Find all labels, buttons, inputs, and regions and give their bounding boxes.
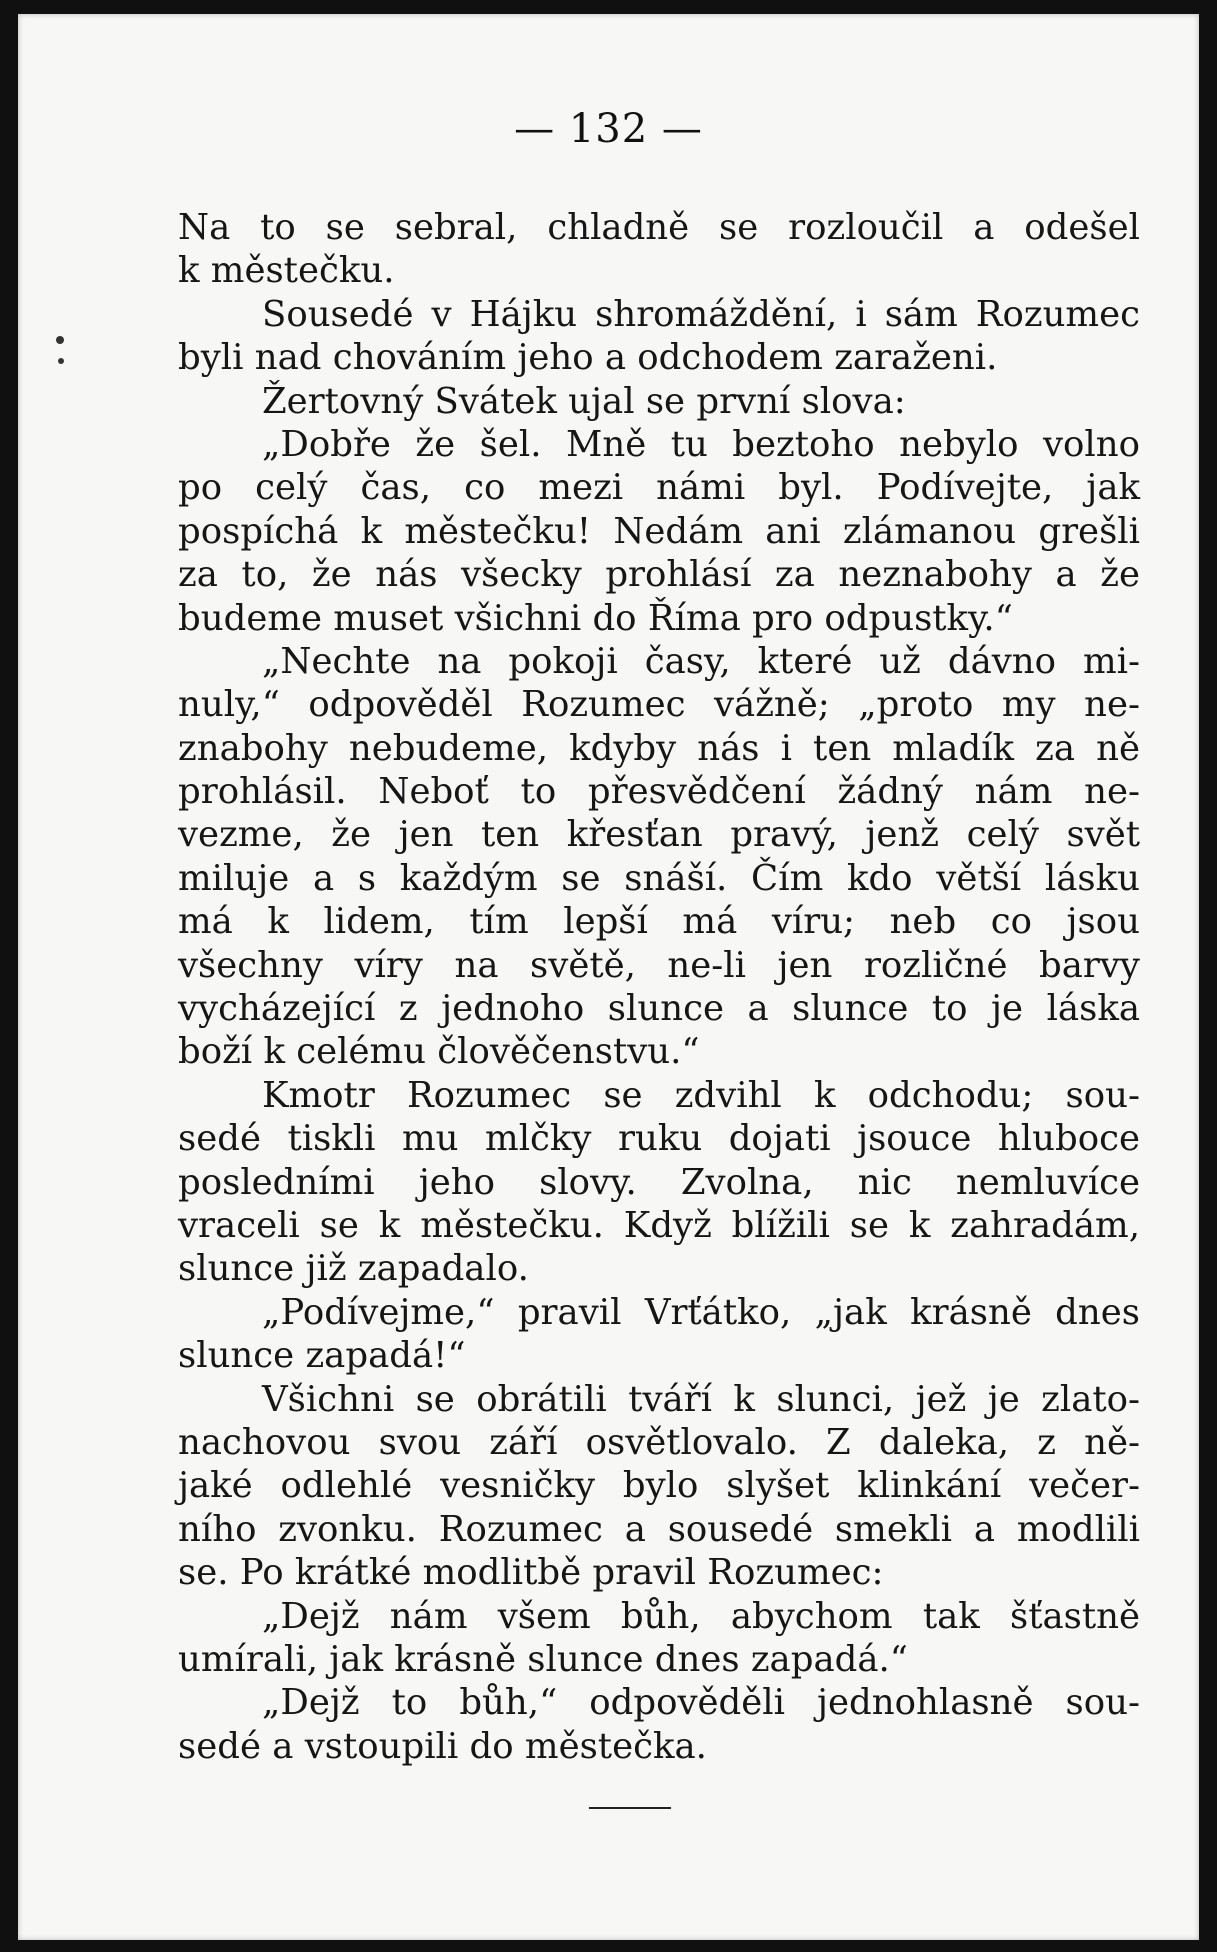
text-line: „Dobře že šel. Mně tu beztoho nebylo volno — [262, 423, 1140, 465]
text-line: slunce již zapadalo. — [178, 1248, 529, 1290]
text-line: sedé a vstoupili do městečka. — [178, 1725, 707, 1767]
text-line: slunce zapadá!“ — [178, 1335, 466, 1377]
text-line: ního zvonku. Rozumec a sousedé smekli a modlili — [178, 1508, 1140, 1550]
end-rule — [589, 1807, 671, 1809]
text-line: má k lidem, tím lepší má víru; neb co jsou — [178, 901, 1140, 943]
body-text — [178, 206, 1140, 1768]
text-line: Žertovný Svátek ujal se první slova: — [262, 380, 906, 422]
text-line: „Podívejme,“ pravil Vrťátko, „jak krásně dnes — [262, 1291, 1140, 1333]
text-line: za to, že nás všecky prohlásí za neznabohy a že — [178, 554, 1140, 596]
text-line: byli nad chováním jeho a odchodem zaraženi. — [178, 337, 998, 379]
text-line: Kmotr Rozumec se zdvihl k odchodu; sou- — [262, 1074, 1140, 1116]
text-line: vezme, že jen ten křesťan pravý, jenž celý svět — [178, 814, 1140, 856]
text-line: Na to se sebral, chladně se rozloučil a odešel — [178, 207, 1140, 248]
text-line: po celý čas, co mezi námi byl. Podívejte, jak — [178, 467, 1140, 509]
text-line: vycházející z jednoho slunce a slunce to je láska — [178, 988, 1140, 1030]
margin-speck — [58, 358, 64, 364]
text-line: „Dejž to bůh,“ odpověděli jednohlasně sou- — [262, 1682, 1140, 1724]
text-line: boží k celému člověčenstvu.“ — [178, 1031, 700, 1073]
text-line: všechny víry na světě, ne-li jen rozličné barvy — [178, 944, 1140, 986]
text-line: jaké odlehlé vesničky bylo slyšet klinkání večer- — [178, 1465, 1140, 1507]
text-line: nachovou svou září osvětlovalo. Z daleka, z ně- — [178, 1421, 1140, 1463]
text-line: Sousedé v Hájku shromáždění, i sám Rozumec — [262, 293, 1140, 335]
text-line: posledními jeho slovy. Zvolna, nic nemluvíce — [178, 1161, 1140, 1203]
text-line: vraceli se k městečku. Když blížili se k zahradám, — [178, 1204, 1140, 1246]
text-line: Všichni se obrátili tváří k slunci, jež je zlato- — [262, 1378, 1140, 1420]
text-line: „Nechte na pokoji časy, které už dávno mi- — [262, 640, 1140, 682]
text-line: se. Po krátké modlitbě pravil Rozumec: — [178, 1552, 884, 1594]
text-line: nuly,“ odpověděl Rozumec vážně; „proto my ne- — [178, 684, 1140, 726]
text-line: „Dejž nám všem bůh, abychom tak šťastně — [262, 1595, 1140, 1637]
text-line: miluje a s každým se snáší. Čím kdo větší lásku — [178, 857, 1140, 899]
text-line: pospíchá k městečku! Nedám ani zlámanou grešli — [178, 510, 1140, 552]
text-line: k městečku. — [178, 250, 395, 292]
margin-speck — [56, 336, 64, 344]
text-line: umírali, jak krásně slunce dnes zapadá.“ — [178, 1638, 908, 1680]
book-page — [18, 14, 1199, 1940]
page-number: — 132 — — [514, 106, 703, 152]
text-line: sedé tiskli mu mlčky ruku dojati jsouce hluboce — [178, 1118, 1140, 1160]
text-line: znabohy nebudeme, kdyby nás i ten mladík za ně — [178, 727, 1140, 769]
text-line: prohlásil. Neboť to přesvědčení žádný nám ne- — [178, 771, 1140, 813]
text-line: budeme muset všichni do Říma pro odpustky.“ — [178, 597, 1013, 639]
